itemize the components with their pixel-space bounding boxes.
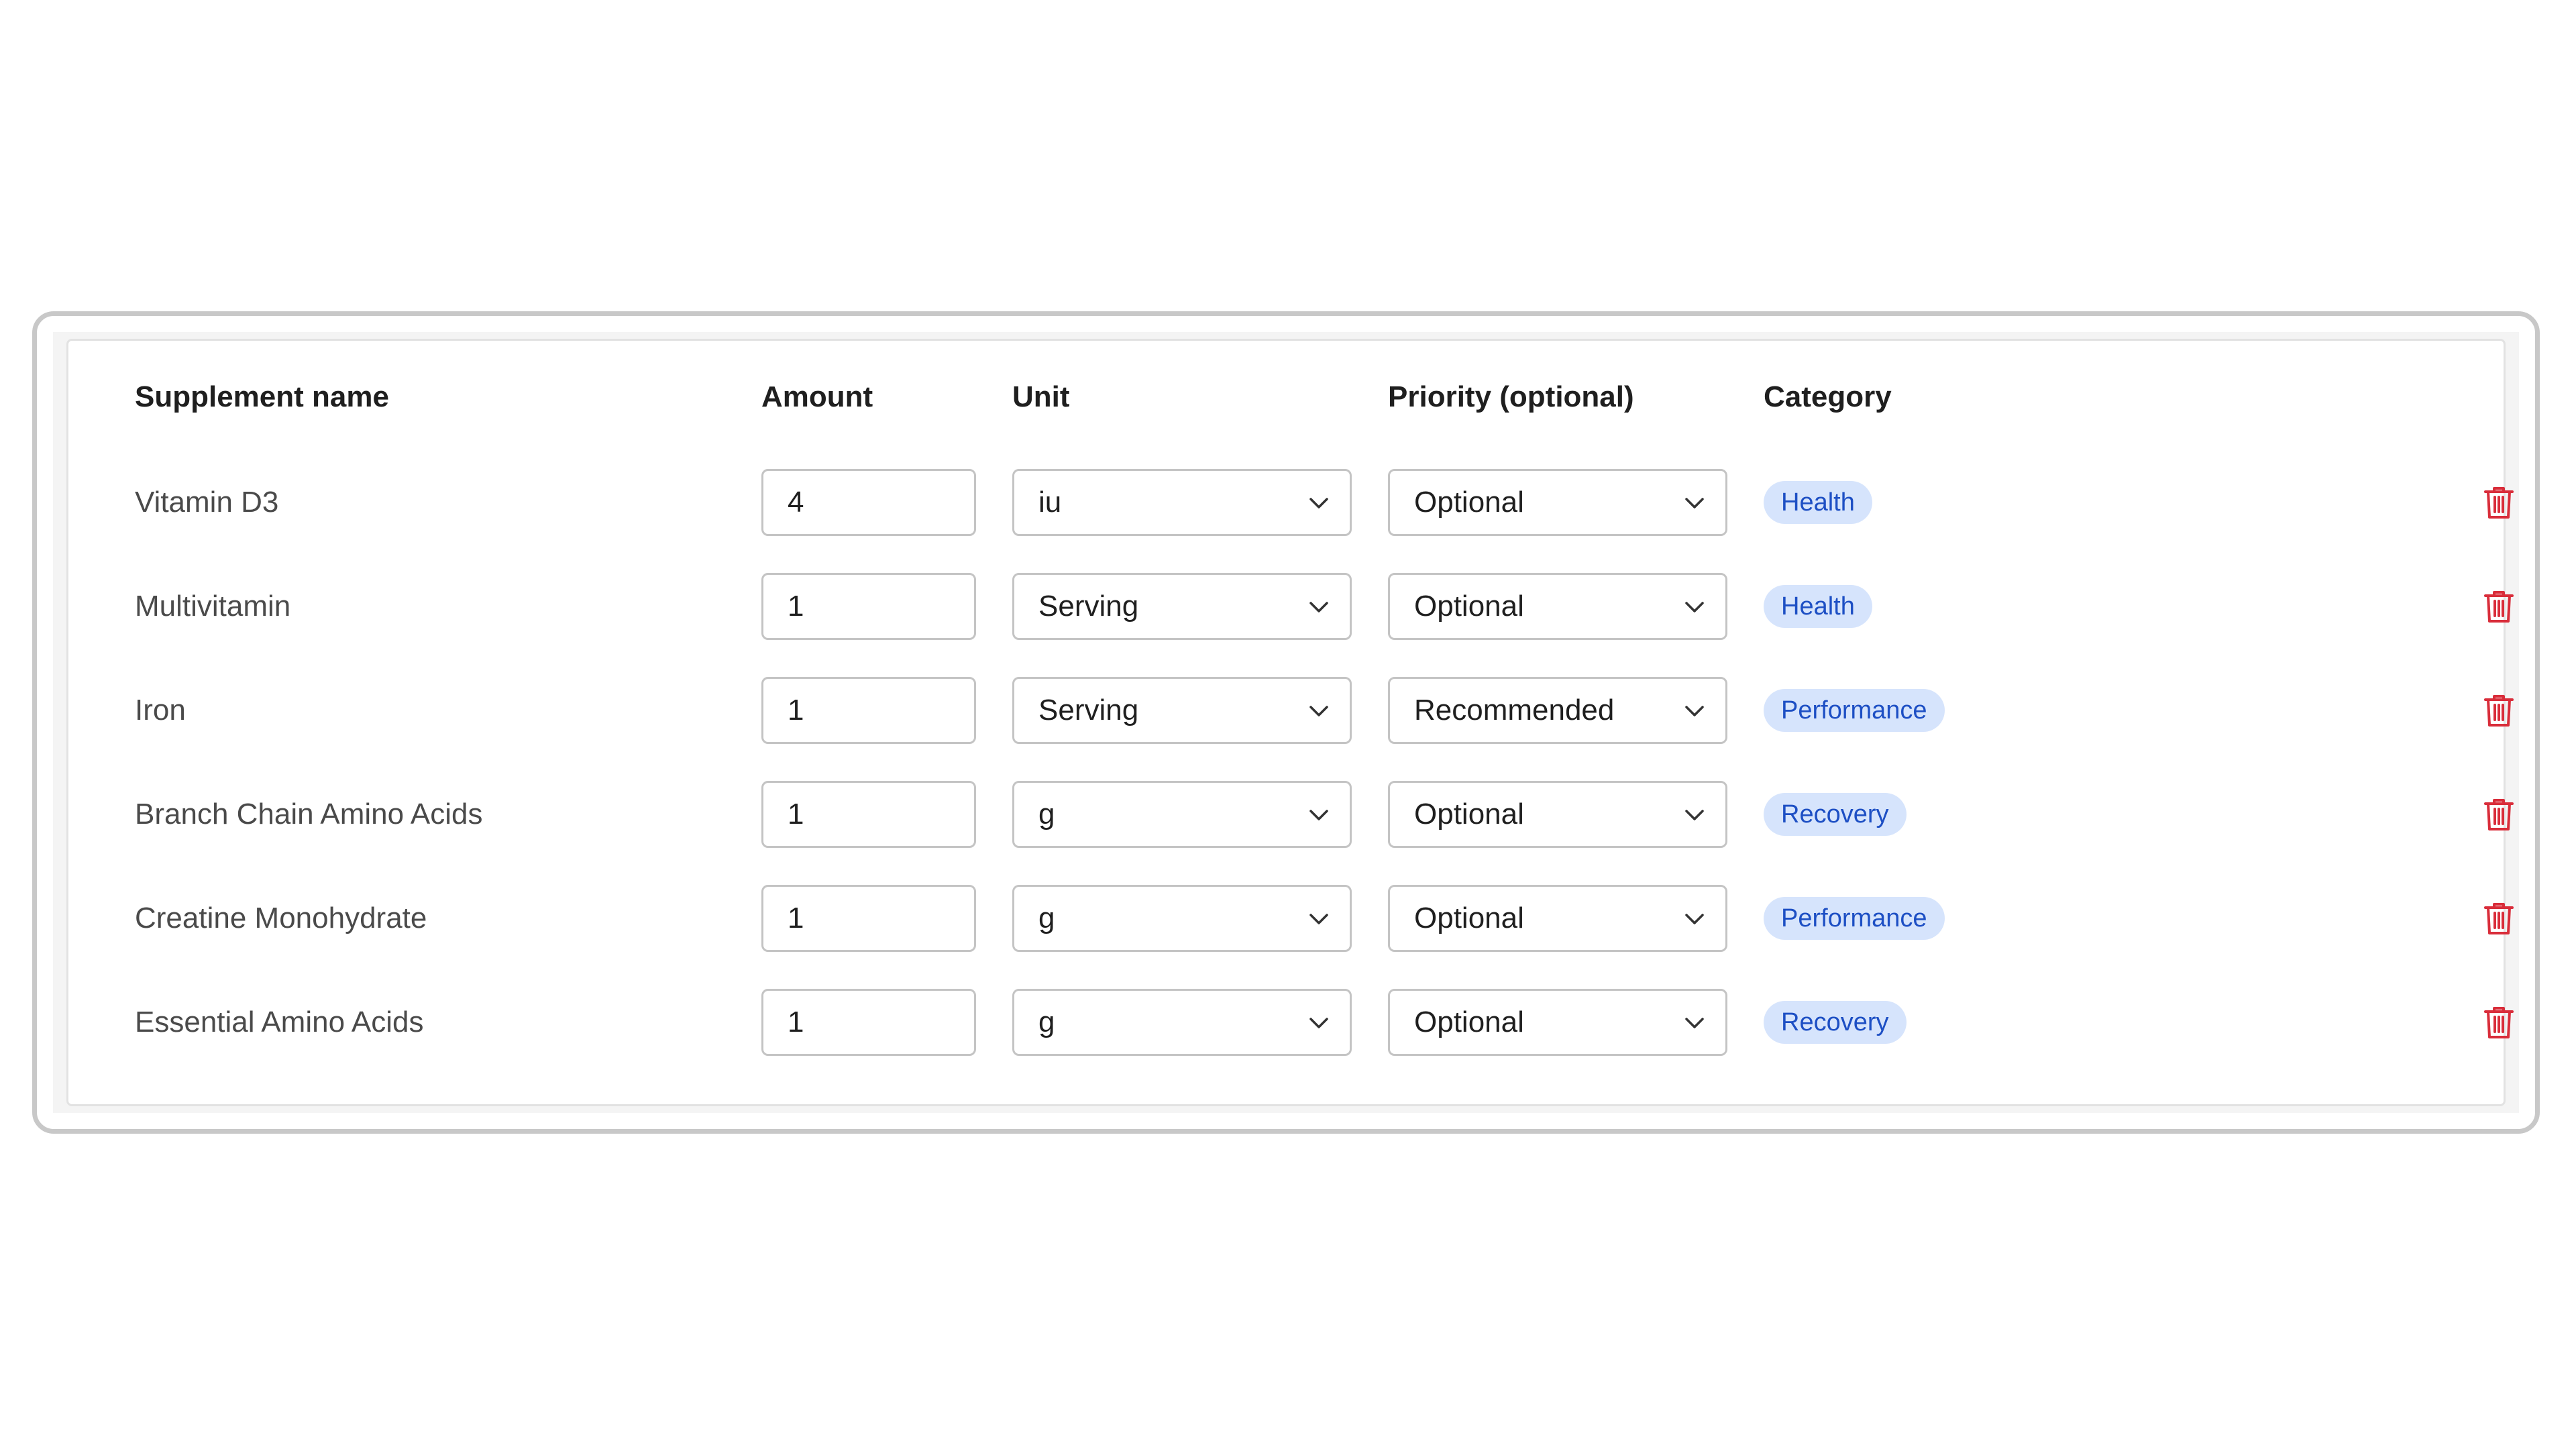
chevron-down-icon [1681, 1010, 1708, 1036]
chevron-down-icon [1681, 594, 1708, 621]
category-badge: Health [1764, 585, 1872, 628]
supplement-name: Vitamin D3 [135, 486, 279, 519]
table-row [68, 469, 2504, 536]
trash-icon[interactable] [2480, 484, 2518, 521]
header-unit: Unit [1012, 380, 1070, 413]
table-header [68, 364, 2504, 431]
trash-icon[interactable] [2480, 900, 2518, 937]
priority-select-value: Optional [1414, 798, 1524, 830]
table-row [68, 573, 2504, 640]
table-row [68, 989, 2504, 1056]
priority-select-value: Optional [1414, 590, 1524, 623]
chevron-down-icon [1305, 594, 1332, 621]
amount-input[interactable] [761, 781, 976, 848]
priority-select-value: Optional [1414, 1006, 1524, 1038]
unit-select[interactable] [1012, 781, 1352, 848]
supplement-name: Iron [135, 694, 186, 727]
priority-select-value: Recommended [1414, 694, 1615, 727]
amount-input[interactable] [761, 677, 976, 744]
category-badge: Recovery [1764, 1001, 1907, 1044]
unit-select[interactable] [1012, 573, 1352, 640]
chevron-down-icon [1305, 490, 1332, 517]
supplement-name: Multivitamin [135, 590, 291, 623]
chevron-down-icon [1305, 1010, 1332, 1036]
chevron-down-icon [1681, 698, 1708, 724]
amount-input[interactable] [761, 573, 976, 640]
priority-select[interactable] [1388, 885, 1727, 952]
supplement-name: Creatine Monohydrate [135, 902, 427, 934]
trash-icon[interactable] [2480, 692, 2518, 729]
chevron-down-icon [1681, 802, 1708, 828]
supplement-name: Essential Amino Acids [135, 1006, 424, 1038]
unit-select-value: g [1038, 798, 1055, 830]
priority-select[interactable] [1388, 989, 1727, 1056]
priority-select-value: Optional [1414, 902, 1524, 934]
priority-select-value: Optional [1414, 486, 1524, 519]
priority-select[interactable] [1388, 677, 1727, 744]
unit-select[interactable] [1012, 989, 1352, 1056]
header-supplement-name: Supplement name [135, 380, 389, 413]
unit-select[interactable] [1012, 885, 1352, 952]
unit-select-value: g [1038, 902, 1055, 934]
chevron-down-icon [1305, 906, 1332, 932]
header-priority: Priority (optional) [1388, 380, 1634, 413]
frame-inner [53, 332, 2519, 1113]
amount-input[interactable] [761, 989, 976, 1056]
priority-select[interactable] [1388, 781, 1727, 848]
chevron-down-icon [1305, 698, 1332, 724]
amount-input[interactable] [761, 469, 976, 536]
table-row [68, 885, 2504, 952]
category-badge: Performance [1764, 689, 1945, 732]
amount-input[interactable] [761, 885, 976, 952]
unit-select-value: g [1038, 1006, 1055, 1038]
supplements-table [66, 339, 2506, 1106]
category-badge: Recovery [1764, 793, 1907, 836]
chevron-down-icon [1305, 802, 1332, 828]
priority-select[interactable] [1388, 573, 1727, 640]
table-row [68, 781, 2504, 848]
category-badge: Performance [1764, 897, 1945, 940]
header-category: Category [1764, 380, 1892, 413]
priority-select[interactable] [1388, 469, 1727, 536]
header-amount: Amount [761, 380, 873, 413]
unit-select-value: iu [1038, 486, 1062, 519]
trash-icon[interactable] [2480, 588, 2518, 625]
chevron-down-icon [1681, 906, 1708, 932]
chevron-down-icon [1681, 490, 1708, 517]
app-frame [32, 311, 2540, 1134]
trash-icon[interactable] [2480, 1004, 2518, 1041]
trash-icon[interactable] [2480, 796, 2518, 833]
unit-select-value: Serving [1038, 694, 1139, 727]
category-badge: Health [1764, 481, 1872, 524]
unit-select[interactable] [1012, 677, 1352, 744]
unit-select[interactable] [1012, 469, 1352, 536]
unit-select-value: Serving [1038, 590, 1139, 623]
supplement-name: Branch Chain Amino Acids [135, 798, 483, 830]
table-row [68, 677, 2504, 744]
